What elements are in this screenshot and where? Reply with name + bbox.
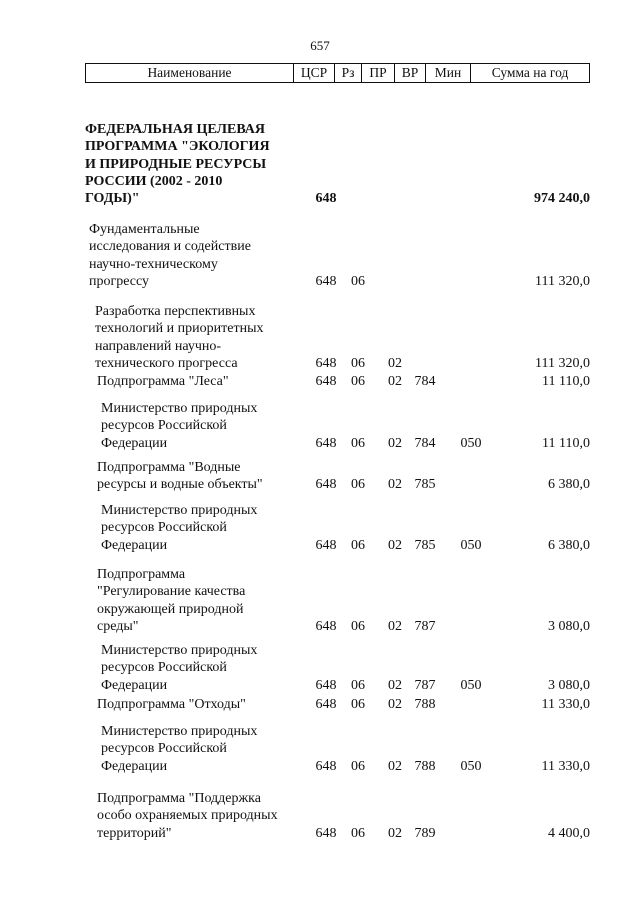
row-name-line: технологий и приоритетных [95, 321, 264, 337]
cell-rz: 06 [351, 273, 365, 289]
row-name [85, 459, 317, 494]
row-name [85, 400, 321, 452]
cell-min: 050 [460, 435, 482, 451]
cell-sum: 11 330,0 [541, 697, 590, 712]
cell-csr: 648 [315, 355, 337, 371]
cell-min: 050 [460, 758, 482, 774]
cell-vr: 784 [414, 435, 436, 451]
row-name-line: ФЕДЕРАЛЬНАЯ ЦЕЛЕВАЯ [85, 122, 265, 137]
cell-csr: 648 [315, 677, 337, 693]
cell-pr: 02 [388, 677, 402, 693]
cell-min: 050 [460, 537, 482, 553]
row-name-line: исследования и содействие [89, 239, 251, 255]
cell-rz: 06 [351, 355, 365, 371]
cell-rz: 06 [351, 697, 365, 712]
row-name [85, 723, 321, 775]
cell-sum: 3 080,0 [548, 677, 590, 693]
cell-rz: 06 [351, 825, 365, 841]
cell-pr: 02 [388, 435, 402, 451]
cell-pr: 02 [388, 537, 402, 553]
row-name-line: Подпрограмма "Водные [97, 460, 241, 475]
cell-sum: 4 400,0 [548, 825, 590, 841]
table-row [0, 790, 640, 842]
row-name-line: ГОДЫ)" [85, 191, 140, 207]
table-row [0, 642, 640, 694]
cell-rz: 06 [351, 477, 365, 493]
cell-csr: 648 [315, 191, 337, 207]
row-name-line: ресурсов Российской [101, 660, 227, 676]
cell-csr: 648 [315, 537, 337, 553]
row-name-line: территорий" [97, 825, 172, 841]
cell-vr: 784 [414, 374, 436, 389]
row-name-line: направлений научно- [95, 338, 222, 354]
cell-sum: 11 330,0 [541, 758, 590, 774]
row-name [85, 642, 321, 694]
cell-sum: 6 380,0 [548, 477, 590, 493]
col-rz: Рз [335, 64, 362, 83]
table-row [0, 502, 640, 554]
table-row [0, 303, 640, 372]
row-name-line: "Регулирование качества [97, 584, 246, 600]
cell-vr: 785 [414, 477, 436, 493]
row-name-line: Федерации [101, 677, 168, 693]
cell-csr: 648 [315, 435, 337, 451]
cell-rz: 06 [351, 618, 365, 634]
cell-csr: 648 [315, 273, 337, 289]
row-name-line: Федерации [101, 435, 168, 451]
row-name-line: И ПРИРОДНЫЕ РЕСУРСЫ [85, 156, 267, 172]
row-name-line: Подпрограмма "Леса" [97, 374, 229, 389]
row-name-line: ресурсы и водные объекты" [97, 477, 263, 493]
table-row [0, 723, 640, 775]
row-name-line: Министерство природных [101, 724, 258, 739]
cell-rz: 06 [351, 677, 365, 693]
row-name-line: Разработка перспективных [95, 304, 256, 319]
table-row [0, 696, 640, 713]
cell-pr: 02 [388, 374, 402, 389]
table-row [0, 121, 640, 208]
row-name [85, 121, 305, 207]
row-name-line: Подпрограмма "Поддержка [97, 791, 261, 806]
table-row [0, 566, 640, 635]
page-number: 657 [310, 38, 330, 53]
col-csr: ЦСР [294, 64, 335, 83]
cell-pr: 02 [388, 758, 402, 774]
cell-sum: 3 080,0 [548, 618, 590, 634]
row-name-line: Фундаментальные [89, 222, 200, 237]
cell-pr: 02 [388, 618, 402, 634]
cell-csr: 648 [315, 758, 337, 774]
table-row [0, 373, 640, 390]
cell-sum: 6 380,0 [548, 537, 590, 553]
row-name-line: ПРОГРАММА "ЭКОЛОГИЯ [85, 139, 270, 155]
cell-vr: 787 [414, 618, 436, 634]
col-vr: ВР [395, 64, 426, 83]
cell-csr: 648 [315, 697, 337, 712]
row-name-line: среды" [97, 618, 139, 634]
cell-sum: 111 320,0 [535, 273, 590, 289]
cell-sum: 11 110,0 [542, 374, 590, 389]
row-name-line: Министерство природных [101, 401, 258, 416]
row-name [85, 696, 317, 713]
cell-vr: 785 [414, 537, 436, 553]
row-name-line: Министерство природных [101, 503, 258, 518]
cell-vr: 787 [414, 677, 436, 693]
row-name-line: Подпрограмма "Отходы" [97, 697, 246, 712]
cell-pr: 02 [388, 355, 402, 371]
cell-rz: 06 [351, 374, 365, 389]
row-name [85, 790, 317, 842]
row-name [85, 303, 315, 372]
cell-rz: 06 [351, 758, 365, 774]
col-pr: ПР [362, 64, 395, 83]
row-name-line: ресурсов Российской [101, 418, 227, 434]
cell-csr: 648 [315, 825, 337, 841]
col-min: Мин [426, 64, 471, 83]
cell-sum: 11 110,0 [542, 435, 590, 451]
table-header [85, 63, 590, 83]
row-name-line: Подпрограмма [97, 567, 186, 582]
cell-pr: 02 [388, 477, 402, 493]
row-name-line: ресурсов Российской [101, 741, 227, 757]
row-name [85, 502, 321, 554]
row-name-line: Министерство природных [101, 643, 258, 658]
cell-vr: 788 [414, 758, 436, 774]
col-sum: Сумма на год [471, 64, 590, 83]
cell-vr: 788 [414, 697, 436, 712]
cell-pr: 02 [388, 825, 402, 841]
cell-sum: 974 240,0 [534, 191, 590, 207]
table-row [0, 400, 640, 452]
cell-csr: 648 [315, 477, 337, 493]
table-row [0, 221, 640, 290]
row-name-line: технического прогресса [95, 355, 238, 371]
row-name [85, 566, 317, 635]
cell-rz: 06 [351, 435, 365, 451]
row-name-line: прогрессу [89, 273, 150, 289]
row-name-line: окружающей природной [97, 601, 244, 617]
cell-csr: 648 [315, 618, 337, 634]
col-name: Наименование [86, 64, 294, 83]
row-name [85, 221, 309, 290]
row-name-line: РОССИИ (2002 - 2010 [85, 173, 223, 189]
row-name-line: Федерации [101, 758, 168, 774]
row-name-line: особо охраняемых природных [97, 808, 278, 824]
cell-sum: 111 320,0 [535, 355, 590, 371]
table-row [0, 459, 640, 494]
row-name-line: ресурсов Российской [101, 520, 227, 536]
row-name-line: научно-техническому [89, 256, 218, 272]
row-name-line: Федерации [101, 537, 168, 553]
cell-rz: 06 [351, 537, 365, 553]
cell-pr: 02 [388, 697, 402, 712]
cell-min: 050 [460, 677, 482, 693]
cell-csr: 648 [315, 374, 337, 389]
row-name [85, 373, 317, 390]
cell-vr: 789 [414, 825, 436, 841]
